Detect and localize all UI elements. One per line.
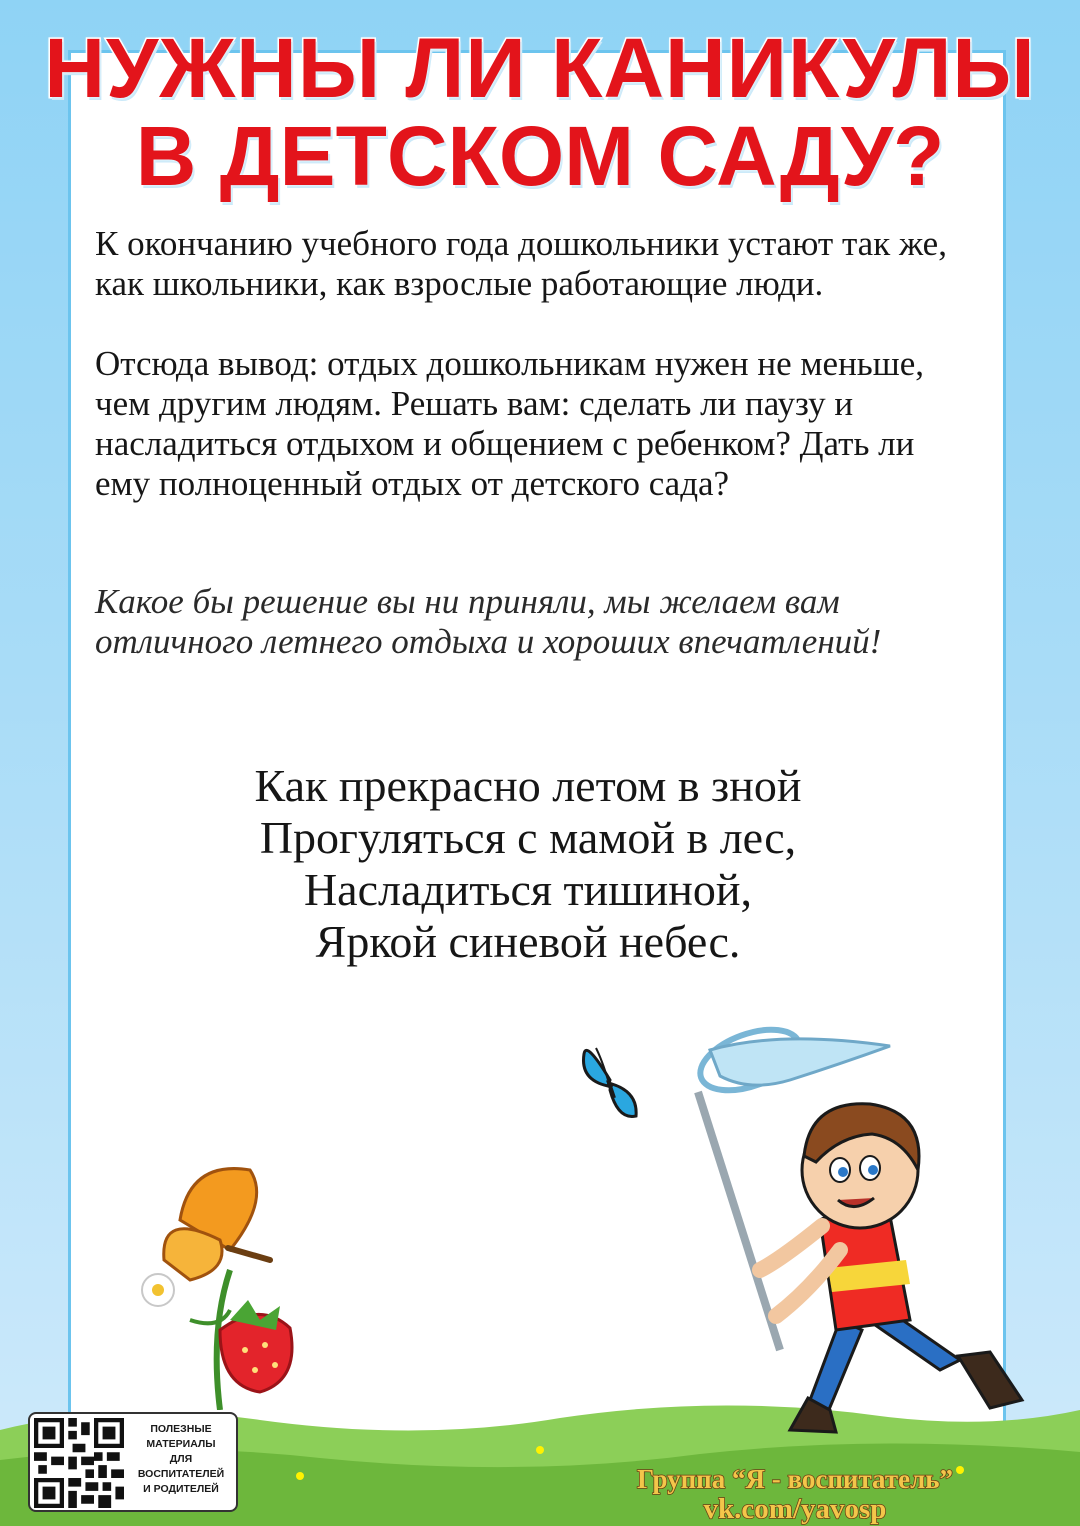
group-name: Группа “Я - воспитатель”	[636, 1464, 954, 1494]
qr-caption-line: ПОЛЕЗНЫЕ	[150, 1423, 212, 1435]
group-credit	[600, 1464, 990, 1524]
poem	[0, 760, 1056, 968]
poem-line: Прогуляться с мамой в лес,	[259, 812, 797, 863]
page-title	[0, 21, 1080, 204]
qr-caption-line: МАТЕРИАЛЫ	[146, 1438, 216, 1450]
paragraph-1: К окончанию учебного года дошкольники устают так же, как школьники, как взрослые работающие люди.	[95, 224, 947, 303]
qr-badge	[28, 1412, 238, 1512]
group-url[interactable]: vk.com/yavosp	[703, 1493, 887, 1525]
qr-caption-line: ДЛЯ	[169, 1453, 193, 1465]
blue-butterfly-illustration	[578, 1040, 648, 1125]
qr-code-icon	[34, 1418, 124, 1508]
qr-caption-line: ВОСПИТАТЕЛЕЙ	[137, 1468, 225, 1480]
qr-caption-line: И РОДИТЕЛЕЙ	[143, 1483, 219, 1495]
poem-line: Яркой синевой небес.	[315, 916, 741, 967]
poem-line: Как прекрасно летом в зной	[254, 760, 802, 811]
boy-with-net-illustration	[640, 1020, 1040, 1450]
poem-line: Насладиться тишиной,	[303, 864, 753, 915]
wish-paragraph: Какое бы решение вы ни приняли, мы желаем вам отличного летнего отдыха и хороших впечатлений!	[95, 582, 882, 661]
paragraph-2: Отсюда вывод: отдых дошкольникам нужен не меньше, чем другим людям. Решать вам: сделать ли паузу и насладиться отдыхом и общением с ребенком? Дать ли ему полноценный отдых от детского сада?	[95, 344, 924, 503]
strawberry-butterfly-illustration	[120, 1160, 340, 1410]
qr-caption	[128, 1422, 234, 1497]
title-line-1: НУЖНЫ ЛИ КАНИКУЛЫ	[44, 21, 1036, 115]
title-line-2: В ДЕТСКОМ САДУ?	[135, 109, 945, 204]
